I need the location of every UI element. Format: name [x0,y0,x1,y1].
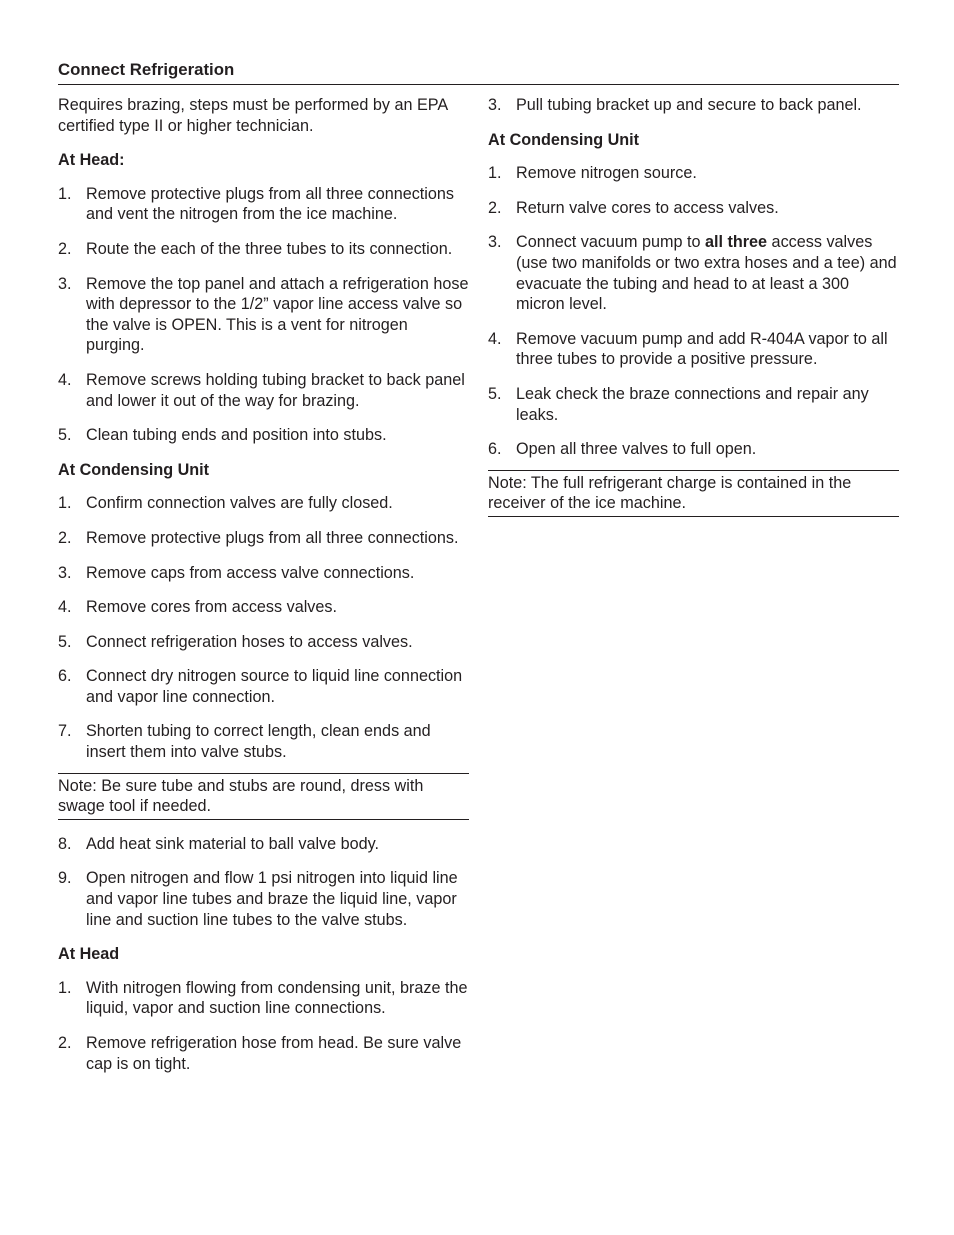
step-number: 1. [58,494,72,513]
section-heading-at-head-2: At Head [58,945,120,964]
list-item [58,274,469,356]
list-item [58,721,469,762]
step-text: Remove protective plugs from all three connections. [86,528,459,547]
intro-paragraph: Requires brazing, steps must be performed by an EPA certified type II or higher technician. [58,96,448,135]
step-number: 5. [58,632,72,651]
step-text: Clean tubing ends and position into stubs. [86,426,387,445]
list-item [488,198,899,219]
left-column [58,95,469,1088]
step-number: 1. [58,978,72,997]
list-item [58,1033,469,1074]
step-number: 1. [58,184,72,203]
step-text: Remove screws holding tubing bracket to back panel and lower it out of the way for brazing. [86,370,465,410]
list-item [58,834,469,855]
step-text-start: Connect vacuum pump to [516,233,705,252]
list-item [58,239,469,260]
list-item [58,528,469,549]
section-heading-at-head: At Head: [58,151,125,170]
step-text: Remove nitrogen source. [516,164,697,183]
list-item [488,95,899,116]
step-text: Remove refrigeration hose from head. Be sure valve cap is on tight. [86,1034,462,1073]
note-box: Note: The full refrigerant charge is contained in the receiver of the ice machine. [488,470,899,517]
step-number: 8. [58,834,72,853]
list-item [488,163,899,184]
at-head-steps-list [58,184,469,446]
step-text: Open all three valves to full open. [516,440,757,459]
list-item [58,425,469,446]
step-text: Leak check the braze connections and repair any leaks. [516,384,869,424]
step-number: 5. [58,426,72,445]
list-item [58,868,469,930]
step-number: 4. [58,598,72,617]
list-item [58,666,469,707]
step-number: 2. [58,1034,72,1052]
step-number: 3. [58,563,72,582]
step-text: Shorten tubing to correct length, clean ends and insert them into valve stubs. [86,722,431,762]
step-text: Confirm connection valves are fully closed. [86,494,393,513]
step-text: Add heat sink material to ball valve body. [86,834,380,853]
step-number: 2. [58,528,72,547]
step-number: 1. [488,164,502,183]
list-item [58,597,469,618]
step-text-end: access valves (use two manifolds or two extra hoses and a tee) and evacuate the tubing and head to at least a 300 micron level. [516,233,897,314]
step-text: Return valve cores to access valves. [516,198,779,217]
step-text: Pull tubing bracket up and secure to back panel. [516,96,862,114]
list-item [58,184,469,225]
condensing-unit-evacuation-steps-list [488,163,899,460]
step-text: Connect dry nitrogen source to liquid line connection and vapor line connection. [86,667,463,706]
section-heading-at-condensing-unit-2: At Condensing Unit [488,130,640,149]
step-text: Connect refrigeration hoses to access valves. [86,632,413,651]
condensing-unit-steps-list [58,493,469,762]
list-item [58,978,469,1019]
step-text: Open nitrogen and flow 1 psi nitrogen into liquid line and vapor line tubes and braze the liquid line, vapor line and suction line tubes to the valve stubs. [86,869,458,929]
list-item [58,563,469,584]
step-text: Remove caps from access valve connections. [86,563,415,582]
step-number: 2. [488,198,502,217]
step-number: 7. [58,722,72,741]
step-text: With nitrogen flowing from condensing unit, braze the liquid, vapor and suction line connections. [86,978,468,1018]
step-number: 6. [58,667,72,686]
step-number: 9. [58,869,72,888]
step-number: 3. [488,233,502,252]
step-number: 5. [488,384,502,403]
section-heading-at-condensing-unit: At Condensing Unit [58,460,210,479]
list-item [58,370,469,411]
step-number: 6. [488,440,502,459]
step-text: Remove cores from access valves. [86,598,337,617]
step-number: 3. [488,96,502,114]
right-column [488,95,899,531]
note-box: Note: Be sure tube and stubs are round, dress with swage tool if needed. [58,773,469,820]
list-item [58,632,469,653]
step-text: Route the each of the three tubes to its connection. [86,239,453,258]
step-number: 4. [58,370,72,389]
list-item [488,329,899,370]
step-number: 2. [58,239,72,258]
list-item [58,493,469,514]
step-text: Remove vacuum pump and add R-404A vapor to all three tubes to provide a positive pressure. [516,329,888,369]
list-item [488,384,899,425]
at-head-final-steps-list [58,978,469,1074]
step-number: 4. [488,329,502,348]
page-title: Connect Refrigeration [58,59,899,85]
list-item [488,439,899,460]
list-item [488,232,899,314]
step-text: Remove protective plugs from all three connections and vent the nitrogen from the ice machine. [86,184,454,224]
condensing-unit-steps-list-continued [58,834,469,930]
step-text-emphasis: all three [704,233,768,252]
step-number: 3. [58,274,72,293]
step-text: Remove the top panel and attach a refrigeration hose with depressor to the 1/2” vapor line access valve so the valve is OPEN. This is a vent for nitrogen purging. [86,274,469,355]
